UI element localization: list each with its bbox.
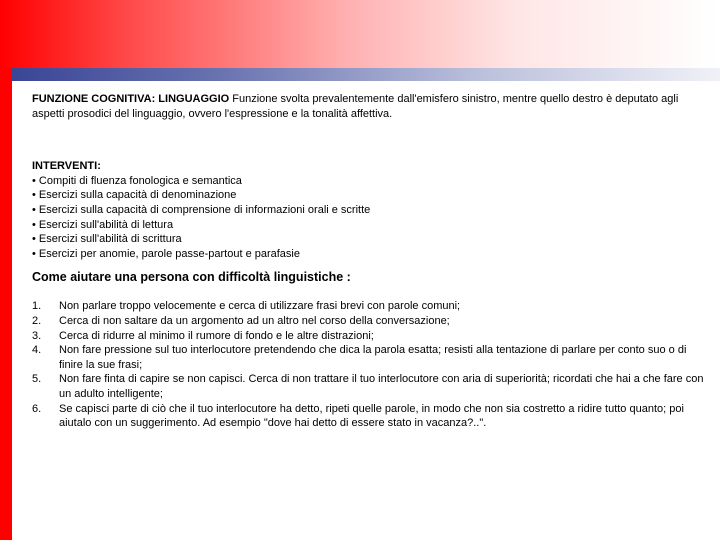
- slide-content: [32, 92, 704, 431]
- help-item: [32, 329, 704, 344]
- help-item-text: Non fare finta di capire se non capisci. Cerca di non trattare il tuo interlocutore con aria di superiorità; ricordati che hai a che fare con un adulto intelligente;: [59, 373, 704, 400]
- help-item-number: 2.: [32, 314, 42, 327]
- help-heading: Come aiutare una persona con difficoltà linguistiche :: [32, 270, 351, 285]
- help-item-number: 1.: [32, 300, 42, 313]
- help-item: [32, 314, 704, 329]
- intro-paragraph: [32, 92, 704, 121]
- interventi-list: [32, 174, 704, 262]
- help-item: [32, 402, 704, 431]
- help-item-text: Non fare pressione sul tuo interlocutore pretendendo che dica la parola esatta; resisti alla tentazione di parlare per conto suo o di finire la sue frasi;: [59, 344, 687, 371]
- help-item-text: Non parlare troppo velocemente e cerca di utilizzare frasi brevi con parole comuni;: [59, 300, 461, 313]
- interventi-section: [32, 159, 704, 261]
- interventi-item: • Esercizi sull'abilità di scrittura: [32, 233, 182, 246]
- help-item-text: Se capisci parte di ciò che il tuo interlocutore ha detto, ripeti quelle parole, in modo che non sia costretto a ridire tutto quanto; poi aiutalo con un suggerimento. Ad esempio "dove hai detto di essere stato in vacanza?..".: [59, 402, 684, 430]
- header-gradient-band: [0, 0, 720, 68]
- help-item-text: Cerca di ridurre al minimo il rumore di fondo e le altre distrazioni;: [59, 329, 374, 342]
- help-item: [32, 299, 704, 314]
- interventi-item: • Esercizi sulla capacità di comprensione di informazioni orali e scritte: [32, 203, 371, 216]
- help-item: [32, 372, 704, 401]
- help-item-number: 3.: [32, 329, 42, 342]
- header-divider-rule: [12, 68, 720, 81]
- intro-title: FUNZIONE COGNITIVA: LINGUAGGIO: [32, 93, 230, 105]
- help-item-number: 6.: [32, 402, 42, 415]
- interventi-item: • Compiti di fluenza fonologica e semantica: [32, 174, 242, 187]
- interventi-item: • Esercizi sulla capacità di denominazione: [32, 189, 237, 202]
- help-item-number: 5.: [32, 373, 42, 386]
- help-item-number: 4.: [32, 344, 42, 357]
- help-list: [32, 299, 704, 430]
- help-item-text: Cerca di non saltare da un argomento ad un altro nel corso della conversazione;: [59, 314, 450, 327]
- interventi-title: INTERVENTI:: [32, 160, 101, 173]
- intro-text: Funzione svolta prevalentemente dall'emisfero sinistro, mentre quello destro è deputato agli aspetti prosodici del linguaggio, ovvero l'espressione e la tonalità affettiva.: [32, 93, 679, 120]
- left-accent-bar: [0, 0, 12, 540]
- interventi-item: • Esercizi per anomie, parole passe-partout e parafasie: [32, 247, 300, 260]
- help-item: [32, 343, 704, 372]
- interventi-item: • Esercizi sull'abilità di lettura: [32, 218, 174, 231]
